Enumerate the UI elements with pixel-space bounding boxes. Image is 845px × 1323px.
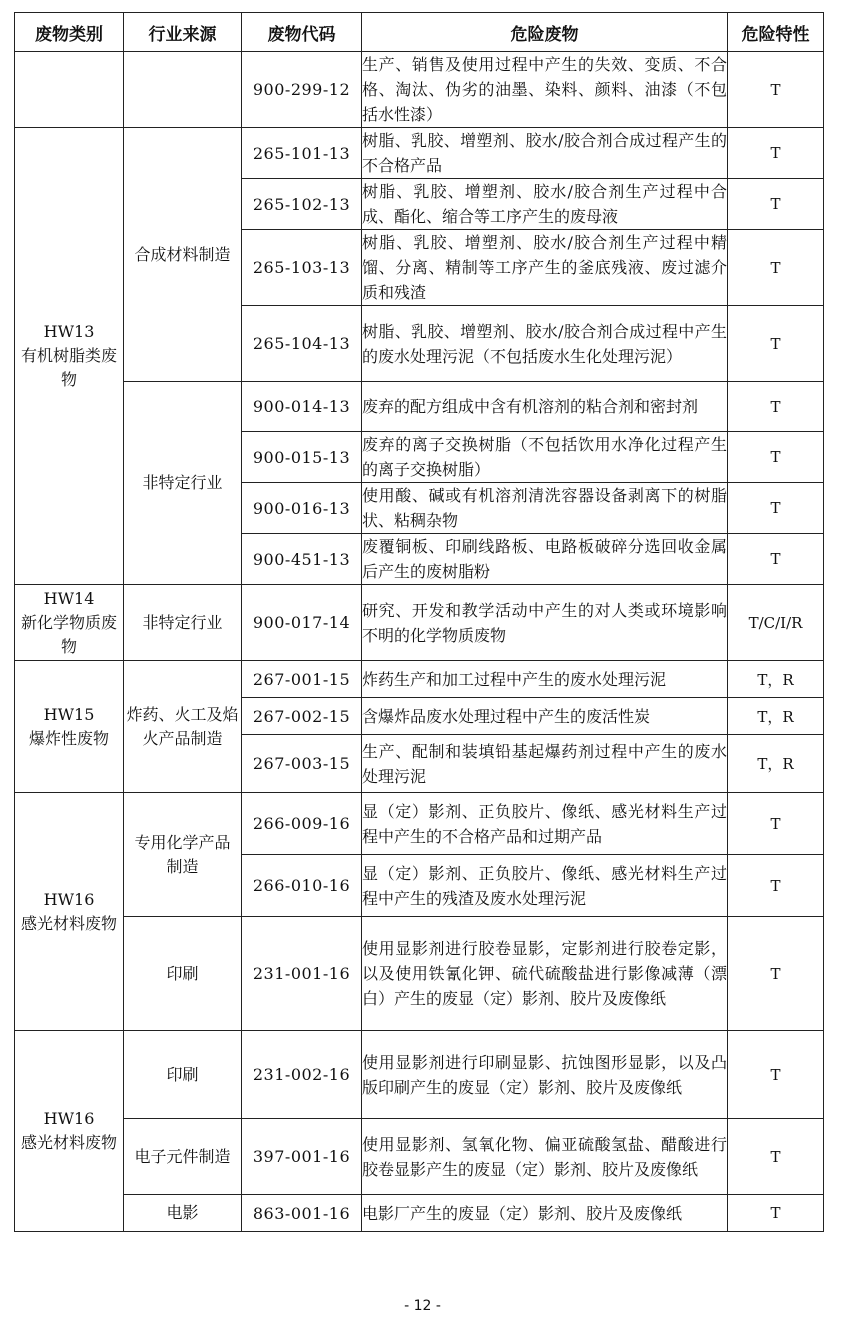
table-row [15,1119,824,1195]
waste-description: 废弃的配方组成中含有机溶剂的粘合剂和密封剂 [362,382,728,432]
waste-code: 900-014-13 [242,382,362,432]
source-explosives [124,661,242,793]
waste-code: 266-010-16 [242,855,362,917]
source-nonspecific: 非特定行业 [124,585,242,661]
waste-description: 使用显影剂、氢氧化物、偏亚硫酸氢盐、醋酸进行胶卷显影产生的废显（定）影剂、胶片及废像纸 [362,1119,728,1195]
waste-code: 266-009-16 [242,793,362,855]
hazard-property: T [728,179,824,230]
hazard-property: T [728,306,824,382]
source-printing: 印刷 [124,917,242,1031]
waste-description: 含爆炸品废水处理过程中产生的废活性炭 [362,698,728,735]
category-code: HW15 [43,704,95,724]
hazard-property: T，R [728,661,824,698]
hazard-property: T [728,230,824,306]
hazard-property: T [728,793,824,855]
waste-description: 树脂、乳胶、增塑剂、胶水/胶合剂合成过程中产生的废水处理污泥（不包括废水生化处理污泥） [362,306,728,382]
hazard-property: T [728,128,824,179]
waste-code: 397-001-16 [242,1119,362,1195]
category-cell-empty [15,52,124,128]
category-name: 感光材料废物 [20,913,117,933]
waste-description: 显（定）影剂、正负胶片、像纸、感光材料生产过程中产生的不合格产品和过期产品 [362,793,728,855]
header-source: 行业来源 [124,13,242,52]
hazard-property: T [728,1031,824,1119]
category-name: 新化学物质废物 [21,612,118,656]
hazard-property: T [728,52,824,128]
waste-description: 炸药生产和加工过程中产生的废水处理污泥 [362,661,728,698]
source-printing: 印刷 [124,1031,242,1119]
waste-code: 231-002-16 [242,1031,362,1119]
category-hw16 [15,793,124,1031]
waste-code: 900-299-12 [242,52,362,128]
table-row [15,917,824,1031]
table-row [15,52,824,128]
table-row [15,1031,824,1119]
waste-code: 267-003-15 [242,735,362,793]
hazard-property: T [728,1195,824,1232]
table-row [15,661,824,698]
waste-code: 265-102-13 [242,179,362,230]
hazard-property: T [728,432,824,483]
waste-description: 使用显影剂进行胶卷显影，定影剂进行胶卷定影，以及使用铁氰化钾、硫代硫酸盐进行影像减薄（漂白）产生的废显（定）影剂、胶片及废像纸 [362,917,728,1031]
table-row [15,128,824,179]
source-explosives-label: 炸药、火工及焰火产品制造 [126,704,239,748]
waste-code: 900-017-14 [242,585,362,661]
table-row [15,585,824,661]
hazard-property: T [728,855,824,917]
source-synthetic: 合成材料制造 [124,128,242,382]
waste-description: 树脂、乳胶、增塑剂、胶水/胶合剂生产过程中精馏、分离、精制等工序产生的釜底残液、废过滤介质和残渣 [362,230,728,306]
hazard-property: T/C/I/R [728,585,824,661]
waste-description: 使用酸、碱或有机溶剂清洗容器设备剥离下的树脂状、粘稠杂物 [362,483,728,534]
source-chemical [124,793,242,917]
waste-code: 265-101-13 [242,128,362,179]
category-name: 爆炸性废物 [28,728,109,748]
waste-code: 900-015-13 [242,432,362,483]
waste-description: 生产、配制和装填铅基起爆药剂过程中产生的废水处理污泥 [362,735,728,793]
category-hw16 [15,1031,124,1232]
waste-description: 废覆铜板、印刷线路板、电路板破碎分选回收金属后产生的废树脂粉 [362,534,728,585]
category-hw15 [15,661,124,793]
hazard-property: T，R [728,735,824,793]
waste-code: 863-001-16 [242,1195,362,1232]
waste-description: 树脂、乳胶、增塑剂、胶水/胶合剂生产过程中合成、酯化、缩合等工序产生的废母液 [362,179,728,230]
source-nonspecific: 非特定行业 [124,382,242,585]
waste-description: 树脂、乳胶、增塑剂、胶水/胶合剂合成过程产生的不合格产品 [362,128,728,179]
waste-code: 231-001-16 [242,917,362,1031]
table-row [15,382,824,432]
table-row [15,793,824,855]
header-row [15,13,824,52]
hazard-property: T [728,382,824,432]
source-film: 电影 [124,1195,242,1232]
category-code: HW16 [43,1109,95,1128]
hazard-property: T，R [728,698,824,735]
category-code: HW16 [43,889,95,909]
table-row [15,1195,824,1232]
waste-description: 废弃的离子交换树脂（不包括饮用水净化过程产生的离子交换树脂） [362,432,728,483]
header-code: 废物代码 [242,13,362,52]
waste-description: 使用显影剂进行印刷显影、抗蚀图形显影，以及凸版印刷产生的废显（定）影剂、胶片及废像纸 [362,1031,728,1119]
category-hw14 [15,585,124,661]
source-cell-empty [124,52,242,128]
category-name: 感光材料废物 [20,1133,117,1152]
waste-description: 显（定）影剂、正负胶片、像纸、感光材料生产过程中产生的残渣及废水处理污泥 [362,855,728,917]
source-chemical-label: 专用化学产品制造 [134,832,231,876]
waste-code: 900-016-13 [242,483,362,534]
waste-code: 267-002-15 [242,698,362,735]
header-category: 废物类别 [15,13,124,52]
waste-description: 研究、开发和教学活动中产生的对人类或环境影响不明的化学物质废物 [362,585,728,661]
hazardous-waste-table [14,12,824,1232]
category-code: HW13 [43,322,95,341]
hazard-property: T [728,1119,824,1195]
hazard-property: T [728,534,824,585]
category-hw13 [15,128,124,585]
waste-code: 265-103-13 [242,230,362,306]
header-waste: 危险废物 [362,13,728,52]
page-number: - 12 - [404,1298,441,1314]
category-name: 有机树脂类废物 [21,346,118,389]
waste-code: 267-001-15 [242,661,362,698]
waste-code: 265-104-13 [242,306,362,382]
category-code: HW14 [43,588,95,608]
hazard-property: T [728,483,824,534]
waste-description: 生产、销售及使用过程中产生的失效、变质、不合格、淘汰、伪劣的油墨、染料、颜料、油漆（不包括水性漆） [362,52,728,128]
header-hazard: 危险特性 [728,13,824,52]
waste-code: 900-451-13 [242,534,362,585]
hazard-property: T [728,917,824,1031]
source-electronics: 电子元件制造 [124,1119,242,1195]
waste-description: 电影厂产生的废显（定）影剂、胶片及废像纸 [362,1195,728,1232]
